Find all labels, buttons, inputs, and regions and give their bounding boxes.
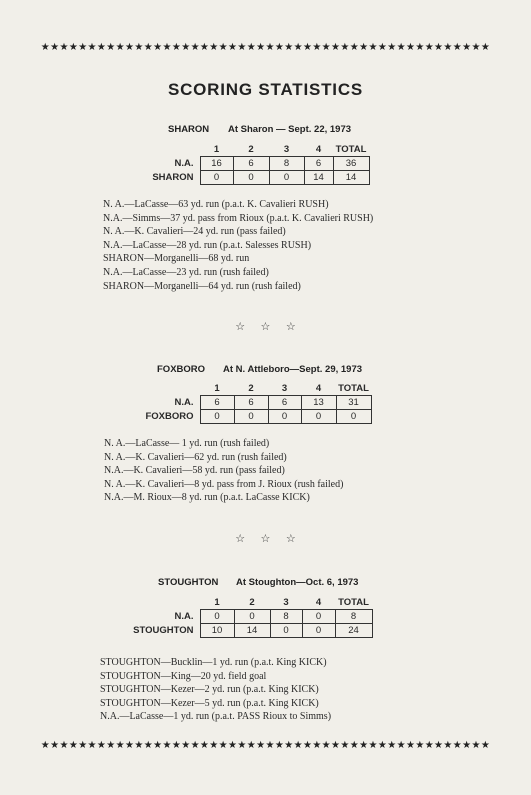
score-cell: 8 [270, 610, 302, 624]
score-cell: 14 [304, 171, 333, 185]
quarter-header-row [124, 595, 372, 610]
scoring-play: N.A.—K. Cavalieri—58 yd. run (pass failed) [104, 465, 285, 477]
quarter-header: 1 [213, 143, 220, 155]
score-cell: 6 [200, 396, 234, 410]
team-name: N.A. [174, 158, 194, 169]
score-cell: 0 [234, 610, 270, 624]
top-star-border: ★★★★★★★★★★★★★★★★★★★★★★★★★★★★★★★★★★★★★★★★★★★★★★★★ [40, 42, 491, 53]
score-cell: 0 [269, 171, 304, 185]
score-cell: 6 [234, 396, 268, 410]
team-name: FOXBORO [145, 411, 194, 422]
score-row [127, 410, 371, 424]
score-cell: 6 [233, 157, 269, 171]
team-name: STOUGHTON [133, 625, 194, 636]
score-cell: 10 [200, 624, 234, 638]
scoring-play: N.A.—LaCasse—1 yd. run (p.a.t. PASS Rioux to Simms) [100, 711, 332, 723]
score-row [124, 624, 372, 638]
game-opponent: FOXBORO [157, 364, 206, 375]
team-name: N.A. [174, 611, 194, 622]
game-location-date: At N. Attleboro—Sept. 29, 1973 [223, 364, 363, 375]
total-cell: 0 [336, 410, 371, 424]
quarter-header: 4 [315, 382, 322, 394]
score-cell: 14 [234, 624, 270, 638]
score-row [124, 610, 372, 624]
scoring-play: SHARON—Morganelli—68 yd. run [103, 253, 250, 265]
total-header: TOTAL [338, 596, 369, 608]
score-cell: 0 [200, 171, 233, 185]
scoring-play: N. A.—K. Cavalieri—8 yd. pass from J. Rioux (rush failed) [104, 478, 344, 490]
total-header: TOTAL [338, 382, 369, 394]
score-row [140, 171, 369, 185]
score-cell: 6 [304, 157, 333, 171]
score-row [140, 157, 369, 171]
game-opponent: STOUGHTON [158, 577, 219, 588]
quarter-header: 1 [214, 596, 220, 608]
quarter-header-row [127, 381, 371, 396]
scoring-play: N. A.—LaCasse— 1 yd. run (rush failed) [104, 438, 270, 449]
page-title: SCORING STATISTICS [167, 80, 364, 99]
score-cell: 13 [301, 396, 336, 410]
quarter-header: 3 [281, 382, 288, 394]
scoring-play: STOUGHTON—Kezer—5 yd. run (p.a.t. King KICK) [100, 697, 319, 709]
quarter-header: 2 [248, 143, 254, 155]
score-table [124, 595, 373, 638]
scoring-play: N.A.—M. Rioux—8 yd. run (p.a.t. LaCasse KICK) [104, 492, 310, 504]
score-cell: 0 [302, 610, 335, 624]
game-location-date: At Sharon — Sept. 22, 1973 [228, 124, 352, 135]
team-name: SHARON [152, 172, 194, 183]
scoring-play: N.A.—LaCasse—28 yd. run (p.a.t. Salesses RUSH) [103, 239, 312, 251]
score-table [127, 381, 372, 424]
scoring-plays-list [103, 198, 373, 293]
scoring-play: STOUGHTON—King—20 yd. field goal [100, 670, 267, 682]
quarter-header: 1 [214, 382, 220, 394]
scoring-play: N.A.—Simms—37 yd. pass from Rioux (p.a.t. K. Cavalieri RUSH) [103, 212, 374, 224]
score-cell: 0 [270, 624, 302, 638]
star-divider: ☆ ☆ ☆ [235, 320, 296, 333]
quarter-header: 2 [248, 382, 254, 394]
score-cell: 0 [200, 610, 234, 624]
score-cell: 0 [200, 410, 234, 424]
scoring-play: STOUGHTON—Kezer—2 yd. run (p.a.t. King KICK) [100, 684, 319, 696]
bottom-star-border: ★★★★★★★★★★★★★★★★★★★★★★★★★★★★★★★★★★★★★★★★★★★★★★★★ [40, 740, 491, 751]
scoring-play: SHARON—Morganelli—64 yd. run (rush failed) [103, 280, 301, 292]
scoring-play: N. A.—K. Cavalieri—24 yd. run (pass failed) [103, 226, 286, 238]
quarter-header-row [140, 142, 369, 157]
scoring-plays-list [100, 656, 331, 724]
score-cell: 0 [301, 410, 336, 424]
total-cell: 14 [333, 171, 369, 185]
total-cell: 24 [335, 624, 372, 638]
team-name: N.A. [174, 397, 194, 408]
score-cell: 8 [269, 157, 304, 171]
score-cell: 0 [233, 171, 269, 185]
star-divider: ☆ ☆ ☆ [235, 532, 296, 545]
quarter-header: 4 [315, 143, 322, 155]
game-location-date: At Stoughton—Oct. 6, 1973 [236, 577, 359, 588]
scoring-play: N. A.—LaCasse—63 yd. run (p.a.t. K. Cavalieri RUSH) [103, 199, 329, 210]
score-row [127, 396, 371, 410]
quarter-header: 4 [315, 596, 322, 608]
score-cell: 16 [200, 157, 233, 171]
score-table [140, 142, 370, 185]
total-cell: 31 [336, 396, 371, 410]
total-header: TOTAL [335, 143, 367, 155]
game-opponent: SHARON [168, 124, 210, 135]
quarter-header: 3 [283, 596, 289, 608]
score-cell: 0 [234, 410, 268, 424]
scoring-play: N. A.—K. Cavalieri—62 yd. run (rush failed) [104, 451, 287, 463]
score-cell: 6 [268, 396, 301, 410]
total-cell: 36 [333, 157, 369, 171]
scoring-plays-list [104, 437, 343, 505]
total-cell: 8 [335, 610, 372, 624]
quarter-header: 2 [249, 596, 255, 608]
score-cell: 0 [268, 410, 301, 424]
scoring-play: N.A.—LaCasse—23 yd. run (rush failed) [103, 266, 269, 278]
score-cell: 0 [302, 624, 335, 638]
scoring-play: STOUGHTON—Bucklin—1 yd. run (p.a.t. King KICK) [100, 657, 327, 668]
quarter-header: 3 [283, 143, 290, 155]
